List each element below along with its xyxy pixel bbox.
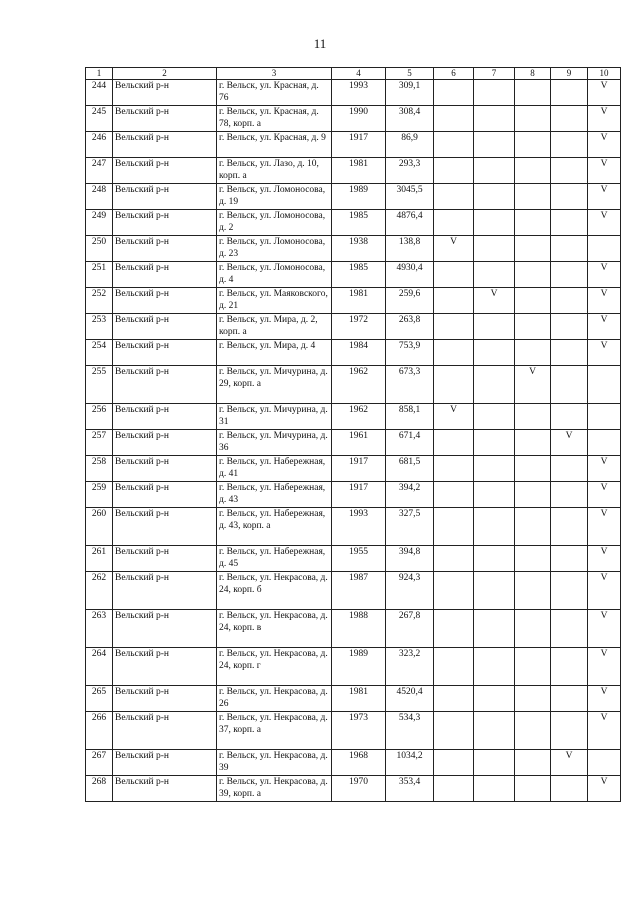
mark-cell-6 <box>434 546 474 572</box>
row-number: 255 <box>86 366 113 404</box>
area-cell: 394,2 <box>386 482 434 508</box>
area-cell: 263,8 <box>386 314 434 340</box>
table-row <box>86 262 621 288</box>
mark-cell-9 <box>551 712 588 750</box>
area-cell: 259,6 <box>386 288 434 314</box>
year-cell: 1981 <box>332 158 386 184</box>
row-number: 261 <box>86 546 113 572</box>
mark-cell-9 <box>551 184 588 210</box>
year-cell: 1962 <box>332 404 386 430</box>
table-row <box>86 686 621 712</box>
page-number: 11 <box>313 36 327 51</box>
table-row <box>86 210 621 236</box>
year-cell: 1961 <box>332 430 386 456</box>
column-header: 3 <box>217 68 332 80</box>
mark-cell-9 <box>551 158 588 184</box>
mark-cell-10: V <box>588 508 621 546</box>
mark-cell-8 <box>515 210 551 236</box>
address-cell: г. Вельск, ул. Ломоносова, д. 19 <box>217 184 332 210</box>
mark-cell-10: V <box>588 106 621 132</box>
mark-cell-8 <box>515 430 551 456</box>
district-cell: Вельский р-н <box>113 106 217 132</box>
table-row <box>86 546 621 572</box>
mark-cell-10 <box>588 430 621 456</box>
area-cell: 924,3 <box>386 572 434 610</box>
mark-cell-8 <box>515 288 551 314</box>
district-cell: Вельский р-н <box>113 712 217 750</box>
mark-cell-10: V <box>588 456 621 482</box>
mark-cell-6 <box>434 106 474 132</box>
district-cell: Вельский р-н <box>113 404 217 430</box>
row-number: 244 <box>86 80 113 106</box>
mark-cell-7 <box>474 366 515 404</box>
year-cell: 1917 <box>332 456 386 482</box>
year-cell: 1962 <box>332 366 386 404</box>
district-cell: Вельский р-н <box>113 236 217 262</box>
mark-cell-8 <box>515 482 551 508</box>
mark-cell-6 <box>434 314 474 340</box>
column-header: 9 <box>551 68 588 80</box>
area-cell: 671,4 <box>386 430 434 456</box>
registry-table <box>85 67 621 802</box>
mark-cell-8 <box>515 456 551 482</box>
mark-cell-8 <box>515 236 551 262</box>
mark-cell-7 <box>474 236 515 262</box>
district-cell: Вельский р-н <box>113 546 217 572</box>
mark-cell-9 <box>551 572 588 610</box>
year-cell: 1981 <box>332 288 386 314</box>
table-row <box>86 482 621 508</box>
mark-cell-6 <box>434 686 474 712</box>
year-cell: 1981 <box>332 686 386 712</box>
mark-cell-10 <box>588 750 621 776</box>
row-number: 259 <box>86 482 113 508</box>
table-row <box>86 508 621 546</box>
mark-cell-6 <box>434 508 474 546</box>
area-cell: 4876,4 <box>386 210 434 236</box>
district-cell: Вельский р-н <box>113 776 217 802</box>
district-cell: Вельский р-н <box>113 288 217 314</box>
area-cell: 681,5 <box>386 456 434 482</box>
table-row <box>86 158 621 184</box>
mark-cell-10: V <box>588 648 621 686</box>
mark-cell-9 <box>551 776 588 802</box>
area-cell: 534,3 <box>386 712 434 750</box>
mark-cell-8 <box>515 404 551 430</box>
mark-cell-7 <box>474 210 515 236</box>
table-row <box>86 456 621 482</box>
area-cell: 394,8 <box>386 546 434 572</box>
mark-cell-10 <box>588 366 621 404</box>
mark-cell-10: V <box>588 158 621 184</box>
column-header: 7 <box>474 68 515 80</box>
area-cell: 673,3 <box>386 366 434 404</box>
table-row <box>86 776 621 802</box>
district-cell: Вельский р-н <box>113 314 217 340</box>
address-cell: г. Вельск, ул. Мира, д. 2, корп. а <box>217 314 332 340</box>
address-cell: г. Вельск, ул. Некрасова, д. 26 <box>217 686 332 712</box>
mark-cell-9: V <box>551 750 588 776</box>
mark-cell-8 <box>515 314 551 340</box>
area-cell: 138,8 <box>386 236 434 262</box>
year-cell: 1985 <box>332 262 386 288</box>
mark-cell-9 <box>551 482 588 508</box>
row-number: 246 <box>86 132 113 158</box>
address-cell: г. Вельск, ул. Красная, д. 78, корп. а <box>217 106 332 132</box>
district-cell: Вельский р-н <box>113 686 217 712</box>
district-cell: Вельский р-н <box>113 610 217 648</box>
mark-cell-9 <box>551 686 588 712</box>
mark-cell-7 <box>474 686 515 712</box>
address-cell: г. Вельск, ул. Некрасова, д. 39, корп. а <box>217 776 332 802</box>
mark-cell-6 <box>434 430 474 456</box>
mark-cell-6: V <box>434 404 474 430</box>
mark-cell-10: V <box>588 610 621 648</box>
area-cell: 3045,5 <box>386 184 434 210</box>
table-row <box>86 80 621 106</box>
mark-cell-6 <box>434 80 474 106</box>
mark-cell-10: V <box>588 546 621 572</box>
address-cell: г. Вельск, ул. Лазо, д. 10, корп. а <box>217 158 332 184</box>
area-cell: 308,4 <box>386 106 434 132</box>
mark-cell-6 <box>434 262 474 288</box>
district-cell: Вельский р-н <box>113 132 217 158</box>
row-number: 263 <box>86 610 113 648</box>
mark-cell-10: V <box>588 288 621 314</box>
column-header: 4 <box>332 68 386 80</box>
year-cell: 1917 <box>332 482 386 508</box>
mark-cell-6 <box>434 366 474 404</box>
mark-cell-9 <box>551 236 588 262</box>
address-cell: г. Вельск, ул. Ломоносова, д. 4 <box>217 262 332 288</box>
mark-cell-9 <box>551 508 588 546</box>
mark-cell-9 <box>551 80 588 106</box>
mark-cell-6 <box>434 572 474 610</box>
district-cell: Вельский р-н <box>113 210 217 236</box>
year-cell: 1917 <box>332 132 386 158</box>
mark-cell-8 <box>515 610 551 648</box>
address-cell: г. Вельск, ул. Некрасова, д. 39 <box>217 750 332 776</box>
mark-cell-6 <box>434 340 474 366</box>
mark-cell-7 <box>474 750 515 776</box>
area-cell: 858,1 <box>386 404 434 430</box>
mark-cell-8 <box>515 184 551 210</box>
mark-cell-6 <box>434 288 474 314</box>
address-cell: г. Вельск, ул. Набережная, д. 45 <box>217 546 332 572</box>
mark-cell-10: V <box>588 314 621 340</box>
row-number: 256 <box>86 404 113 430</box>
mark-cell-10: V <box>588 572 621 610</box>
mark-cell-8 <box>515 712 551 750</box>
mark-cell-7 <box>474 132 515 158</box>
mark-cell-10: V <box>588 132 621 158</box>
year-cell: 1988 <box>332 610 386 648</box>
address-cell: г. Вельск, ул. Набережная, д. 43, корп. а <box>217 508 332 546</box>
mark-cell-6 <box>434 648 474 686</box>
mark-cell-10: V <box>588 210 621 236</box>
mark-cell-10: V <box>588 686 621 712</box>
mark-cell-10: V <box>588 184 621 210</box>
row-number: 248 <box>86 184 113 210</box>
year-cell: 1938 <box>332 236 386 262</box>
address-cell: г. Вельск, ул. Красная, д. 76 <box>217 80 332 106</box>
mark-cell-9 <box>551 262 588 288</box>
row-number: 249 <box>86 210 113 236</box>
area-cell: 753,9 <box>386 340 434 366</box>
table-row <box>86 712 621 750</box>
column-header: 5 <box>386 68 434 80</box>
mark-cell-9 <box>551 456 588 482</box>
mark-cell-6 <box>434 184 474 210</box>
district-cell: Вельский р-н <box>113 430 217 456</box>
row-number: 254 <box>86 340 113 366</box>
district-cell: Вельский р-н <box>113 158 217 184</box>
mark-cell-8 <box>515 106 551 132</box>
address-cell: г. Вельск, ул. Ломоносова, д. 2 <box>217 210 332 236</box>
mark-cell-9 <box>551 610 588 648</box>
mark-cell-8 <box>515 262 551 288</box>
row-number: 265 <box>86 686 113 712</box>
column-header: 6 <box>434 68 474 80</box>
mark-cell-7 <box>474 648 515 686</box>
mark-cell-8 <box>515 546 551 572</box>
mark-cell-8 <box>515 776 551 802</box>
area-cell: 4930,4 <box>386 262 434 288</box>
mark-cell-9 <box>551 288 588 314</box>
mark-cell-6 <box>434 456 474 482</box>
row-number: 247 <box>86 158 113 184</box>
area-cell: 309,1 <box>386 80 434 106</box>
year-cell: 1968 <box>332 750 386 776</box>
column-header: 2 <box>113 68 217 80</box>
table-row <box>86 404 621 430</box>
area-cell: 327,5 <box>386 508 434 546</box>
mark-cell-7 <box>474 106 515 132</box>
mark-cell-10 <box>588 404 621 430</box>
table-body <box>86 80 621 802</box>
mark-cell-7 <box>474 482 515 508</box>
year-cell: 1989 <box>332 648 386 686</box>
year-cell: 1990 <box>332 106 386 132</box>
area-cell: 4520,4 <box>386 686 434 712</box>
mark-cell-6 <box>434 210 474 236</box>
address-cell: г. Вельск, ул. Мичурина, д. 31 <box>217 404 332 430</box>
row-number: 267 <box>86 750 113 776</box>
mark-cell-7 <box>474 610 515 648</box>
row-number: 252 <box>86 288 113 314</box>
mark-cell-9: V <box>551 430 588 456</box>
row-number: 266 <box>86 712 113 750</box>
table-row <box>86 430 621 456</box>
row-number: 245 <box>86 106 113 132</box>
mark-cell-8 <box>515 158 551 184</box>
mark-cell-7 <box>474 572 515 610</box>
mark-cell-8 <box>515 572 551 610</box>
mark-cell-7 <box>474 508 515 546</box>
address-cell: г. Вельск, ул. Набережная, д. 43 <box>217 482 332 508</box>
district-cell: Вельский р-н <box>113 366 217 404</box>
mark-cell-9 <box>551 404 588 430</box>
table-row <box>86 106 621 132</box>
mark-cell-9 <box>551 366 588 404</box>
area-cell: 323,2 <box>386 648 434 686</box>
table-row <box>86 184 621 210</box>
mark-cell-8: V <box>515 366 551 404</box>
row-number: 250 <box>86 236 113 262</box>
area-cell: 267,8 <box>386 610 434 648</box>
district-cell: Вельский р-н <box>113 750 217 776</box>
mark-cell-10: V <box>588 712 621 750</box>
table-row <box>86 572 621 610</box>
year-cell: 1987 <box>332 572 386 610</box>
district-cell: Вельский р-н <box>113 648 217 686</box>
table-row <box>86 750 621 776</box>
mark-cell-10: V <box>588 340 621 366</box>
year-cell: 1973 <box>332 712 386 750</box>
table-row <box>86 610 621 648</box>
table-row <box>86 288 621 314</box>
year-cell: 1970 <box>332 776 386 802</box>
district-cell: Вельский р-н <box>113 482 217 508</box>
column-header: 1 <box>86 68 113 80</box>
mark-cell-9 <box>551 314 588 340</box>
table-row <box>86 648 621 686</box>
mark-cell-7 <box>474 158 515 184</box>
address-cell: г. Вельск, ул. Мира, д. 4 <box>217 340 332 366</box>
mark-cell-7 <box>474 546 515 572</box>
mark-cell-7 <box>474 340 515 366</box>
mark-cell-6 <box>434 158 474 184</box>
mark-cell-7 <box>474 430 515 456</box>
mark-cell-6: V <box>434 236 474 262</box>
row-number: 251 <box>86 262 113 288</box>
district-cell: Вельский р-н <box>113 508 217 546</box>
mark-cell-7 <box>474 184 515 210</box>
mark-cell-10 <box>588 236 621 262</box>
table-row <box>86 366 621 404</box>
mark-cell-6 <box>434 750 474 776</box>
row-number: 264 <box>86 648 113 686</box>
mark-cell-10: V <box>588 262 621 288</box>
mark-cell-10: V <box>588 80 621 106</box>
mark-cell-8 <box>515 340 551 366</box>
row-number: 268 <box>86 776 113 802</box>
column-header: 10 <box>588 68 621 80</box>
column-header: 8 <box>515 68 551 80</box>
mark-cell-9 <box>551 546 588 572</box>
mark-cell-8 <box>515 80 551 106</box>
row-number: 260 <box>86 508 113 546</box>
table-header <box>86 68 621 80</box>
table-row <box>86 236 621 262</box>
mark-cell-7 <box>474 456 515 482</box>
row-number: 258 <box>86 456 113 482</box>
district-cell: Вельский р-н <box>113 340 217 366</box>
mark-cell-7 <box>474 314 515 340</box>
address-cell: г. Вельск, ул. Мичурина, д. 29, корп. а <box>217 366 332 404</box>
mark-cell-7 <box>474 712 515 750</box>
address-cell: г. Вельск, ул. Ломоносова, д. 23 <box>217 236 332 262</box>
mark-cell-6 <box>434 482 474 508</box>
mark-cell-7: V <box>474 288 515 314</box>
district-cell: Вельский р-н <box>113 456 217 482</box>
address-cell: г. Вельск, ул. Некрасова, д. 24, корп. г <box>217 648 332 686</box>
area-cell: 293,3 <box>386 158 434 184</box>
mark-cell-8 <box>515 648 551 686</box>
row-number: 253 <box>86 314 113 340</box>
mark-cell-6 <box>434 712 474 750</box>
mark-cell-8 <box>515 686 551 712</box>
address-cell: г. Вельск, ул. Некрасова, д. 24, корп. в <box>217 610 332 648</box>
mark-cell-6 <box>434 610 474 648</box>
header-row <box>86 68 621 80</box>
mark-cell-7 <box>474 776 515 802</box>
address-cell: г. Вельск, ул. Набережная, д. 41 <box>217 456 332 482</box>
district-cell: Вельский р-н <box>113 80 217 106</box>
table-row <box>86 132 621 158</box>
table-row <box>86 314 621 340</box>
mark-cell-8 <box>515 132 551 158</box>
year-cell: 1993 <box>332 80 386 106</box>
year-cell: 1972 <box>332 314 386 340</box>
year-cell: 1955 <box>332 546 386 572</box>
mark-cell-10: V <box>588 776 621 802</box>
table-row <box>86 340 621 366</box>
mark-cell-9 <box>551 210 588 236</box>
area-cell: 86,9 <box>386 132 434 158</box>
year-cell: 1993 <box>332 508 386 546</box>
year-cell: 1989 <box>332 184 386 210</box>
mark-cell-9 <box>551 106 588 132</box>
mark-cell-8 <box>515 750 551 776</box>
row-number: 257 <box>86 430 113 456</box>
area-cell: 1034,2 <box>386 750 434 776</box>
address-cell: г. Вельск, ул. Мичурина, д. 36 <box>217 430 332 456</box>
mark-cell-7 <box>474 262 515 288</box>
district-cell: Вельский р-н <box>113 262 217 288</box>
mark-cell-8 <box>515 508 551 546</box>
mark-cell-10: V <box>588 482 621 508</box>
mark-cell-9 <box>551 132 588 158</box>
mark-cell-6 <box>434 132 474 158</box>
address-cell: г. Вельск, ул. Некрасова, д. 24, корп. б <box>217 572 332 610</box>
district-cell: Вельский р-н <box>113 184 217 210</box>
mark-cell-9 <box>551 648 588 686</box>
address-cell: г. Вельск, ул. Красная, д. 9 <box>217 132 332 158</box>
mark-cell-7 <box>474 80 515 106</box>
address-cell: г. Вельск, ул. Маяковского, д. 21 <box>217 288 332 314</box>
year-cell: 1985 <box>332 210 386 236</box>
address-cell: г. Вельск, ул. Некрасова, д. 37, корп. а <box>217 712 332 750</box>
area-cell: 353,4 <box>386 776 434 802</box>
mark-cell-7 <box>474 404 515 430</box>
mark-cell-6 <box>434 776 474 802</box>
mark-cell-9 <box>551 340 588 366</box>
year-cell: 1984 <box>332 340 386 366</box>
row-number: 262 <box>86 572 113 610</box>
district-cell: Вельский р-н <box>113 572 217 610</box>
